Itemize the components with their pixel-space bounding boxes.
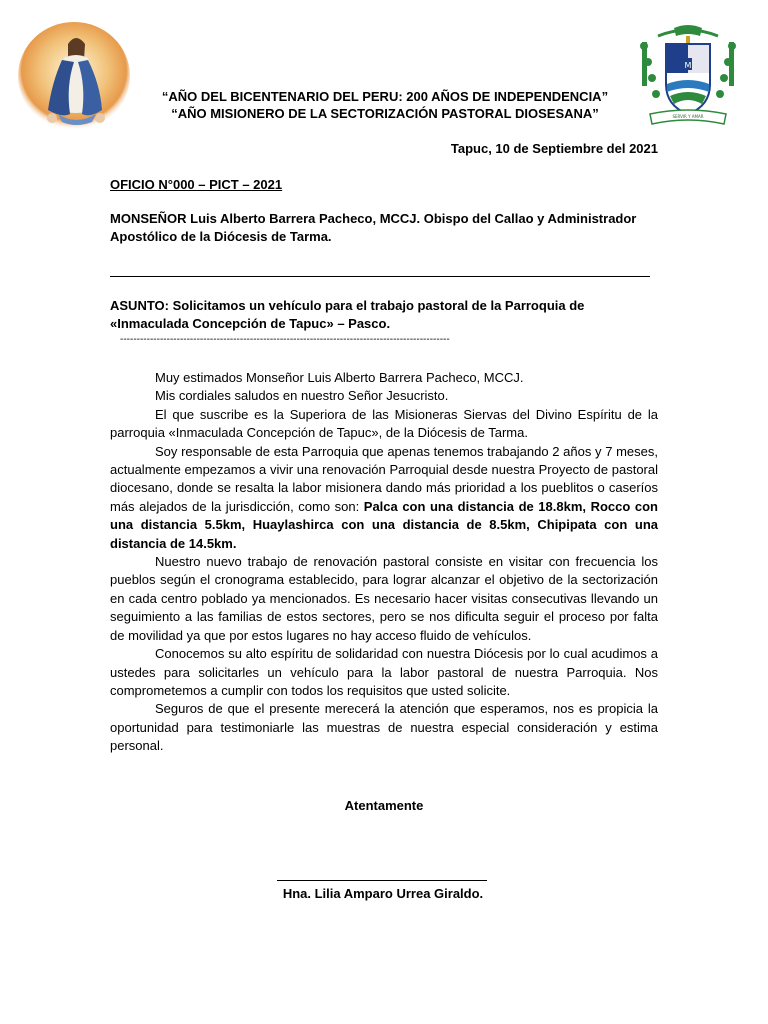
dashed-separator: --------------------------------------------------------------------------------------------------- <box>120 334 450 345</box>
salutation: Mis cordiales saludos en nuestro Señor Jesucristo. <box>155 388 449 404</box>
paragraph-2 <box>110 443 658 553</box>
crest-motto: SERVIR Y AMAR <box>672 114 704 119</box>
paragraph-2-distances: Palca con una distancia de 18.8km, Rocco con una distancia 5.5km, Huaylashirca con una distancia de 8.5km, Chipipata con una distancia de 14.5km. <box>110 498 658 551</box>
subject-line-2: «Inmaculada Concepción de Tapuc» – Pasco. <box>110 316 391 331</box>
letter-reference: OFICIO N°000 – PICT – 2021 <box>110 177 283 192</box>
paragraph-2-text: Soy responsable de esta Parroquia que apenas tenemos trabajando 2 años y 7 meses, actualmente empezamos a vivir una renovación Parroquial desde nuestra Proyecto de pastoral diocesano, donde se resalta la labor misionera dando más prioridad a los pueblitos o caseríos más alejados de la jurisdicción, como son: <box>110 443 658 514</box>
separator-line <box>110 276 650 277</box>
header-line-1: “AÑO DEL BICENTENARIO DEL PERU: 200 AÑOS DE INDEPENDENCIA” <box>161 89 609 104</box>
closing: Atentamente <box>344 798 424 813</box>
letter-date: Tapuc, 10 de Septiembre del 2021 <box>450 141 658 156</box>
signature-line <box>277 880 487 881</box>
letter-body <box>110 369 658 756</box>
svg-text:M: M <box>684 61 692 70</box>
recipient-line-2: Apostólico de la Diócesis de Tarma. <box>110 229 332 244</box>
subject-line-1: ASUNTO: Solicitamos un vehículo para el trabajo pastoral de la Parroquia de <box>110 298 585 313</box>
paragraph-1: El que suscribe es la Superiora de las Misioneras Siervas del Divino Espíritu de la parroquia «Inmaculada Concepción de Tapuc», de la Diócesis de Tarma. <box>110 406 658 441</box>
signer-name: Hna. Lilia Amparo Urrea Giraldo. <box>282 886 484 901</box>
header-line-2: “AÑO MISIONERO DE LA SECTORIZACIÓN PASTORAL DIOSESANA” <box>171 106 599 121</box>
paragraph-4: Conocemos su alto espíritu de solidaridad con nuestra Diócesis por lo cual acudimos a ustedes para solicitarles un vehículo para la labor pastoral de nuestra Parroquia. Nos comprometemos a cumplir con todos los requisitos que usted solicite. <box>110 646 658 698</box>
paragraph-5: Seguros de que el presente merecerá la atención que esperamos, nos es propicia la oportunidad para testimoniarle las muestras de nuestra especial consideración y estima personal. <box>110 701 658 754</box>
paragraph-3: Nuestro nuevo trabajo de renovación pastoral consiste en visitar con frecuencia los pueblos según el cronograma establecido, para lograr alcanzar el objetivo de la sectorización en cada centro poblado ya mencionados. Es necesario hacer visitas consecutivas llevando un seguimiento a las familias de estos sectores, pero se nos dificulta seguir el proceso por falta de movilidad ya que por estos lugares no hay acceso fluido de vehículos. <box>110 554 658 643</box>
recipient-line-1: MONSEÑOR Luis Alberto Barrera Pacheco, MCCJ. Obispo del Callao y Administrador <box>110 211 637 226</box>
greeting: Muy estimados Monseñor Luis Alberto Barrera Pacheco, MCCJ. <box>155 370 524 385</box>
